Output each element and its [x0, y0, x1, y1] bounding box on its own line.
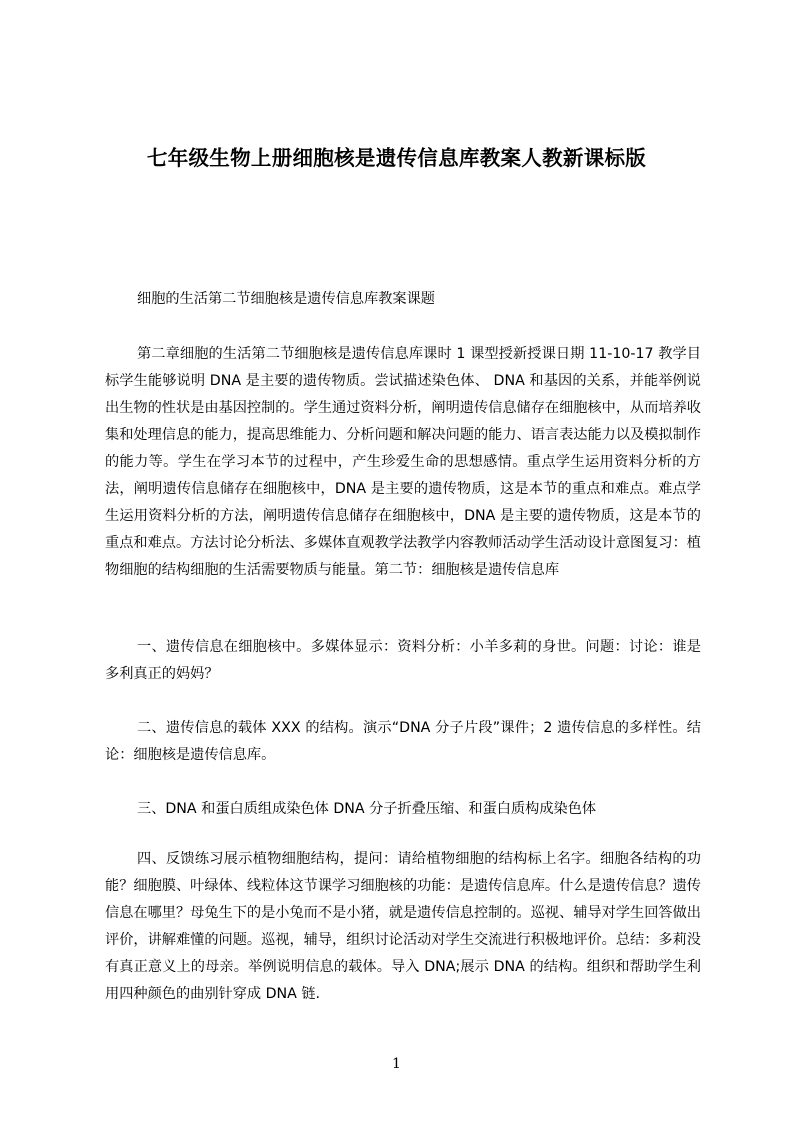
paragraph-lesson-overview: 第二章细胞的生活第二节细胞核是遗传信息库课时 1 课型授新授课日期 11-10-17 教学目标学生能够说明 DNA 是主要的遗传物质。尝试描述染色体、 DNA 和基因的关系，并能举例说出生物的性状是由基因控制的。学生通过资料分析，阐明遗传信息储存在细胞核中，从而培养收集和处理信息的能力，提高思维能力、分析问题和解决问题的能力、语言表达能力以及模拟制作的能力等。学生在学习本节的过程中，产生珍爱生命的思想感情。重点学生运用资料分析的方法，阐明遗传信息储存在细胞核中，DNA 是主要的遗传物质，这是本节的重点和难点。难点学生运用资料分析的方法，阐明遗传信息储存在细胞核中，DNA 是主要的遗传物质，这是本节的重点和难点。方法讨论分析法、多媒体直观教学法教学内容教师活动学生活动设计意图复习：植物细胞的结构细胞的生活需要物质与能量。第二节：细胞核是遗传信息库 [105, 346, 701, 578]
page-number: 1 [392, 1056, 401, 1072]
paragraph-section-four: 四、反馈练习展示植物细胞结构，提问：请给植物细胞的结构标上名字。细胞各结构的功能？细胞膜、叶绿体、线粒体这节课学习细胞核的功能：是遗传信息库。什么是遗传信息？遗传信息在哪里？母兔生下的是小兔而不是小猪，就是遗传信息控制的。巡视、辅导对学生回答做出评价，讲解难懂的问题。巡视，辅导，组织讨论活动对学生交流进行积极地评价。总结：多莉没有真正意义上的母亲。举例说明信息的载体。导入 DNA;展示 DNA 的结构。组织和帮助学生利用四种颜色的曲别针穿成 DNA 链. [105, 851, 701, 1002]
paragraph-lesson-topic: 细胞的生活第二节细胞核是遗传信息库教案课题 [137, 291, 435, 307]
paragraph-section-three: 三、DNA 和蛋白质组成染色体 DNA 分子折叠压缩、和蛋白质构成染色体 [137, 801, 597, 817]
document-title: 七年级生物上册细胞核是遗传信息库教案人教新课标版 [146, 146, 647, 170]
paragraph-section-one: 一、遗传信息在细胞核中。多媒体显示：资料分析：小羊多莉的身世。问题：讨论：谁是多利真正的妈妈？ [105, 639, 701, 682]
paragraph-section-two: 二、遗传信息的载体 XXX 的结构。演示“DNA 分子片段”课件；2 遗传信息的多样性。结论：细胞核是遗传信息库。 [105, 720, 701, 763]
